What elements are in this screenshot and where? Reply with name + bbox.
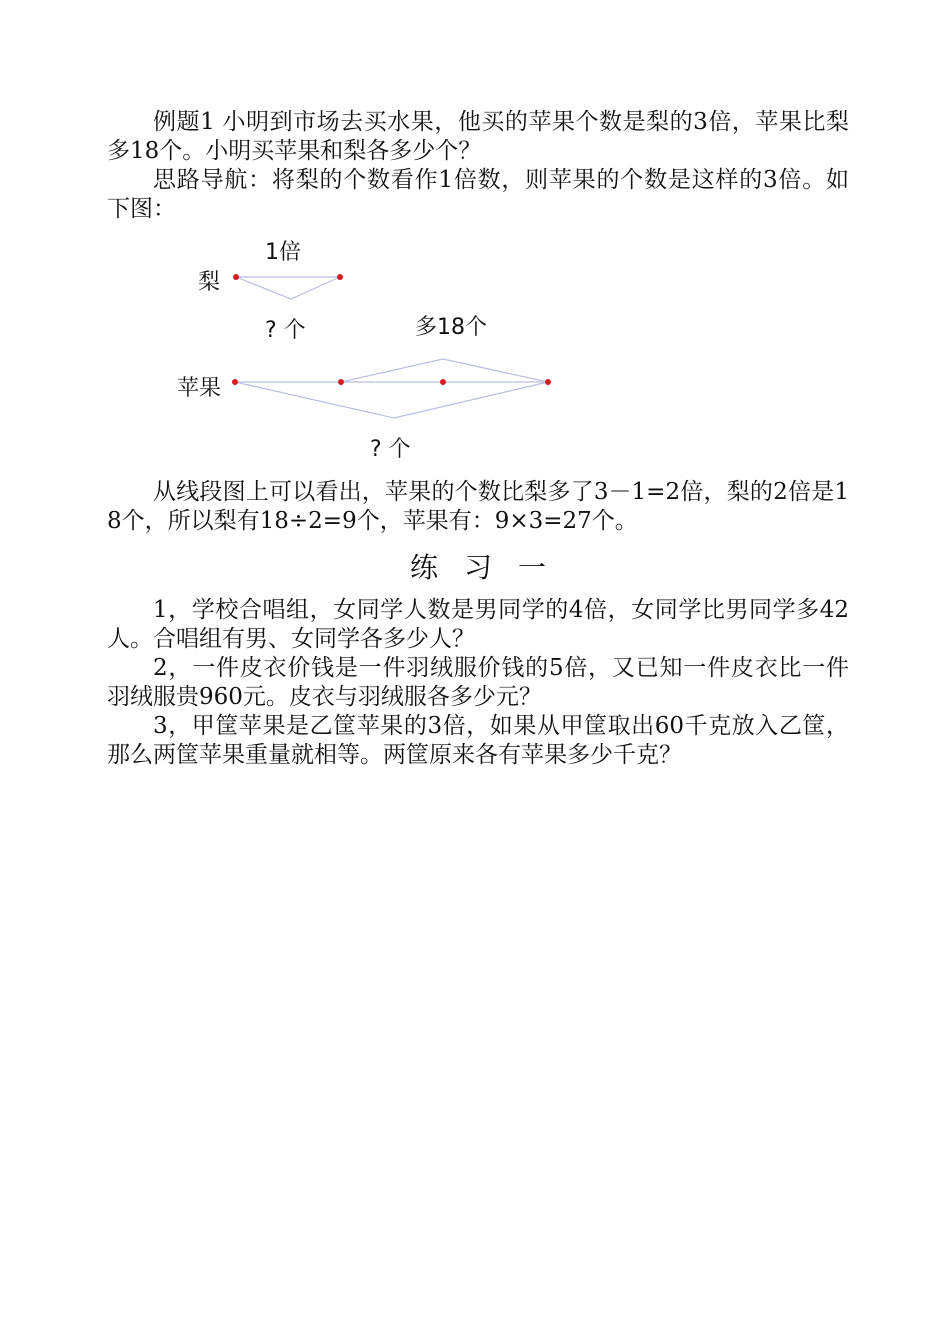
apple-total-brace bbox=[235, 382, 548, 418]
exercise-title: 练习一 bbox=[409, 551, 572, 584]
apple-label: 苹果 bbox=[177, 376, 222, 401]
apple-dot-2 bbox=[338, 379, 344, 385]
example-hint: 思路导航：将梨的个数看作1倍数，则苹果的个数是这样的3倍。如下图： bbox=[107, 167, 849, 222]
solution-text: 从线段图上可以看出，苹果的个数比梨多了3－1=2倍，梨的2倍是18个，所以梨有18÷2=9个，苹果有：9×3=27个。 bbox=[107, 479, 849, 534]
example-question: 例题1 小明到市场去买水果，他买的苹果个数是梨的3倍，苹果比梨多18个。小明买苹果和梨各多少个？ bbox=[107, 109, 849, 164]
apple-extra-label: 多18个 bbox=[415, 315, 487, 340]
exercise-item-2: 2，一件皮衣价钱是一件羽绒服价钱的5倍，又已知一件皮衣比一件羽绒服贵960元。皮衣与羽绒服各多少元？ bbox=[107, 655, 849, 710]
apple-dot-1 bbox=[232, 379, 238, 385]
apple-extra-brace bbox=[341, 359, 548, 382]
pear-dot-end bbox=[337, 274, 343, 280]
pear-brace-label: 1倍 bbox=[265, 240, 301, 265]
exercise-item-3: 3，甲筐苹果是乙筐苹果的3倍，如果从甲筐取出60千克放入乙筐，那么两筐苹果重量就相等。两筐原来各有苹果多少千克？ bbox=[107, 713, 849, 768]
pear-total-label: ? 个 bbox=[265, 318, 306, 343]
pear-total-brace bbox=[236, 277, 340, 299]
apple-total-label: ? 个 bbox=[370, 437, 411, 462]
apple-dot-3 bbox=[440, 379, 446, 385]
apple-dot-4 bbox=[545, 379, 551, 385]
diagram-lines bbox=[107, 226, 849, 478]
line-segment-diagram bbox=[107, 226, 849, 478]
exercise-item-1: 1，学校合唱组，女同学人数是男同学的4倍，女同学比男同学多42人。合唱组有男、女同学各多少人？ bbox=[107, 597, 849, 652]
document-page bbox=[107, 108, 849, 770]
pear-label: 梨 bbox=[198, 270, 221, 295]
pear-dot-start bbox=[233, 274, 239, 280]
